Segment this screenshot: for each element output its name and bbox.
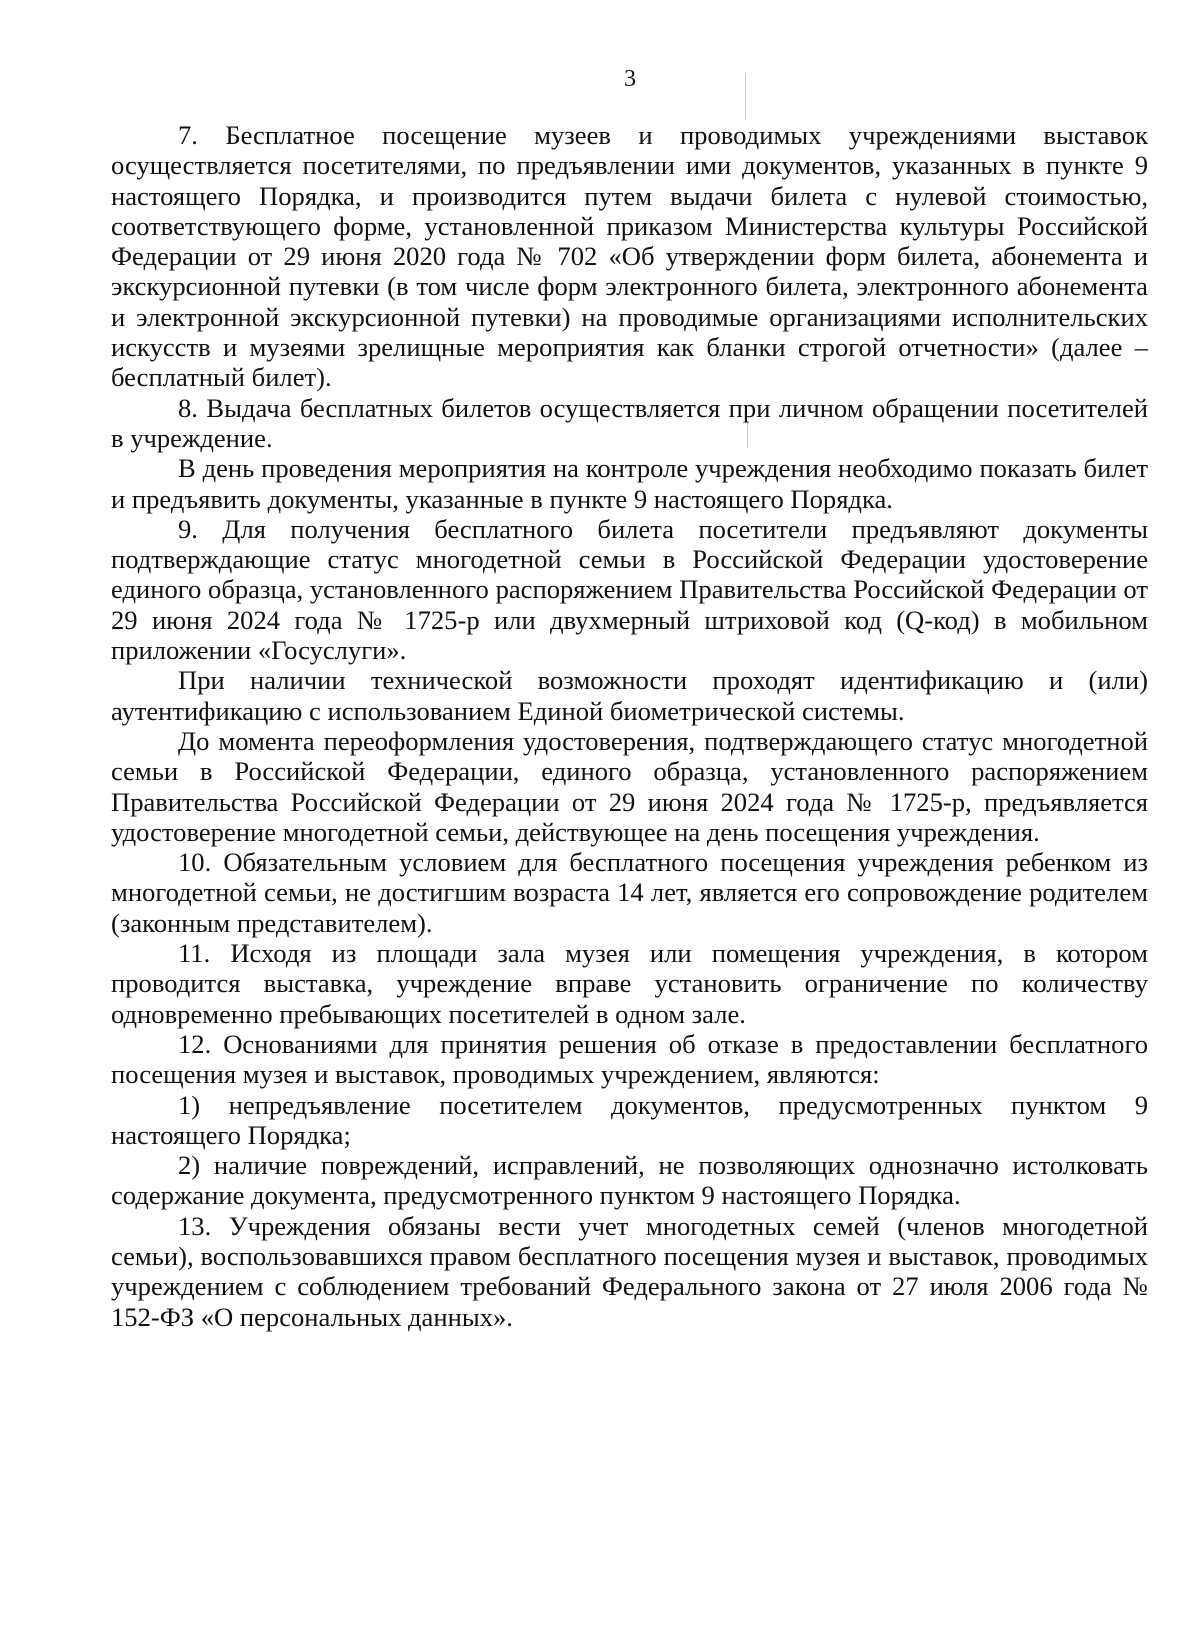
paragraph-biometric-identification: При наличии технической возможности проходят идентификацию и (или) аутентификацию с использованием Единой биометрической системы. <box>111 665 1148 726</box>
paragraph-refusal-reason-2: 2) наличие повреждений, исправлений, не позволяющих однозначно истолковать содержание документа, предусмотренного пунктом 9 настоящего Порядка. <box>111 1150 1148 1211</box>
paragraph-item-10: 10. Обязательным условием для бесплатного посещения учреждения ребенком из многодетной семьи, не достигшим возраста 14 лет, является его сопровождение родителем (законным представителем). <box>111 847 1148 938</box>
page-number: 3 <box>624 66 636 92</box>
paragraph-item-8: 8. Выдача бесплатных билетов осуществляется при личном обращении посетителей в учреждение. <box>111 392 1148 453</box>
paragraph-item-13: 13. Учреждения обязаны вести учет многодетных семей (членов многодетной семьи), воспользовавшихся правом бесплатного посещения музея и выставок, проводимых учреждением с соблюдением требований Федерального закона от 27 июля 2006 года № 152-ФЗ «О персональных данных». <box>111 1210 1148 1332</box>
document-body <box>111 120 1148 1332</box>
paragraph-item-9: 9. Для получения бесплатного билета посетители предъявляют документы подтверждающие статус многодетной семьи в Российской Федерации удостоверение единого образца, установленного распоряжением Правительства Российской Федерации от 29 июня 2024 года № 1725-р или двухмерный штриховой код (Q-код) в мобильном приложении «Госуслуги». <box>111 513 1148 666</box>
paragraph-certificate-transition: До момента переоформления удостоверения, подтверждающего статус многодетной семьи в Российской Федерации, единого образца, установленного распоряжением Правительства Российской Федерации от 29 июня 2024 года № 1725-р, предъявляется удостоверение многодетной семьи, действующее на день посещения учреждения. <box>111 725 1148 847</box>
paragraph-item-7: 7. Бесплатное посещение музеев и проводимых учреждениями выставок осуществляется посетителями, по предъявлении ими документов, указанных в пункте 9 настоящего Порядка, и производится путем выдачи билета с нулевой стоимостью, соответствующего форме, установленной приказом Министерства культуры Российской Федерации от 29 июня 2020 года № 702 «Об утверждении форм билета, абонемента и экскурсионной путевки (в том числе форм электронного билета, электронного абонемента и электронной экскурсионной путевки) на проводимые организациями исполнительских искусств и музеями зрелищные мероприятия как бланки строгой отчетности» (далее – бесплатный билет). <box>111 120 1148 393</box>
paragraph-control-check: В день проведения мероприятия на контроле учреждения необходимо показать билет и предъявить документы, указанные в пункте 9 настоящего Порядка. <box>111 453 1148 514</box>
scan-artifact-line <box>745 74 746 120</box>
paragraph-refusal-reason-1: 1) непредъявление посетителем документов, предусмотренных пунктом 9 настоящего Порядка; <box>111 1089 1148 1150</box>
paragraph-item-12: 12. Основаниями для принятия решения об отказе в предоставлении бесплатного посещения музея и выставок, проводимых учреждением, являются: <box>111 1028 1148 1090</box>
paragraph-item-11: 11. Исходя из площади зала музея или помещения учреждения, в котором проводится выставка, учреждение вправе установить ограничение по количеству одновременно пребывающих посетителей в одном зале. <box>111 938 1148 1029</box>
